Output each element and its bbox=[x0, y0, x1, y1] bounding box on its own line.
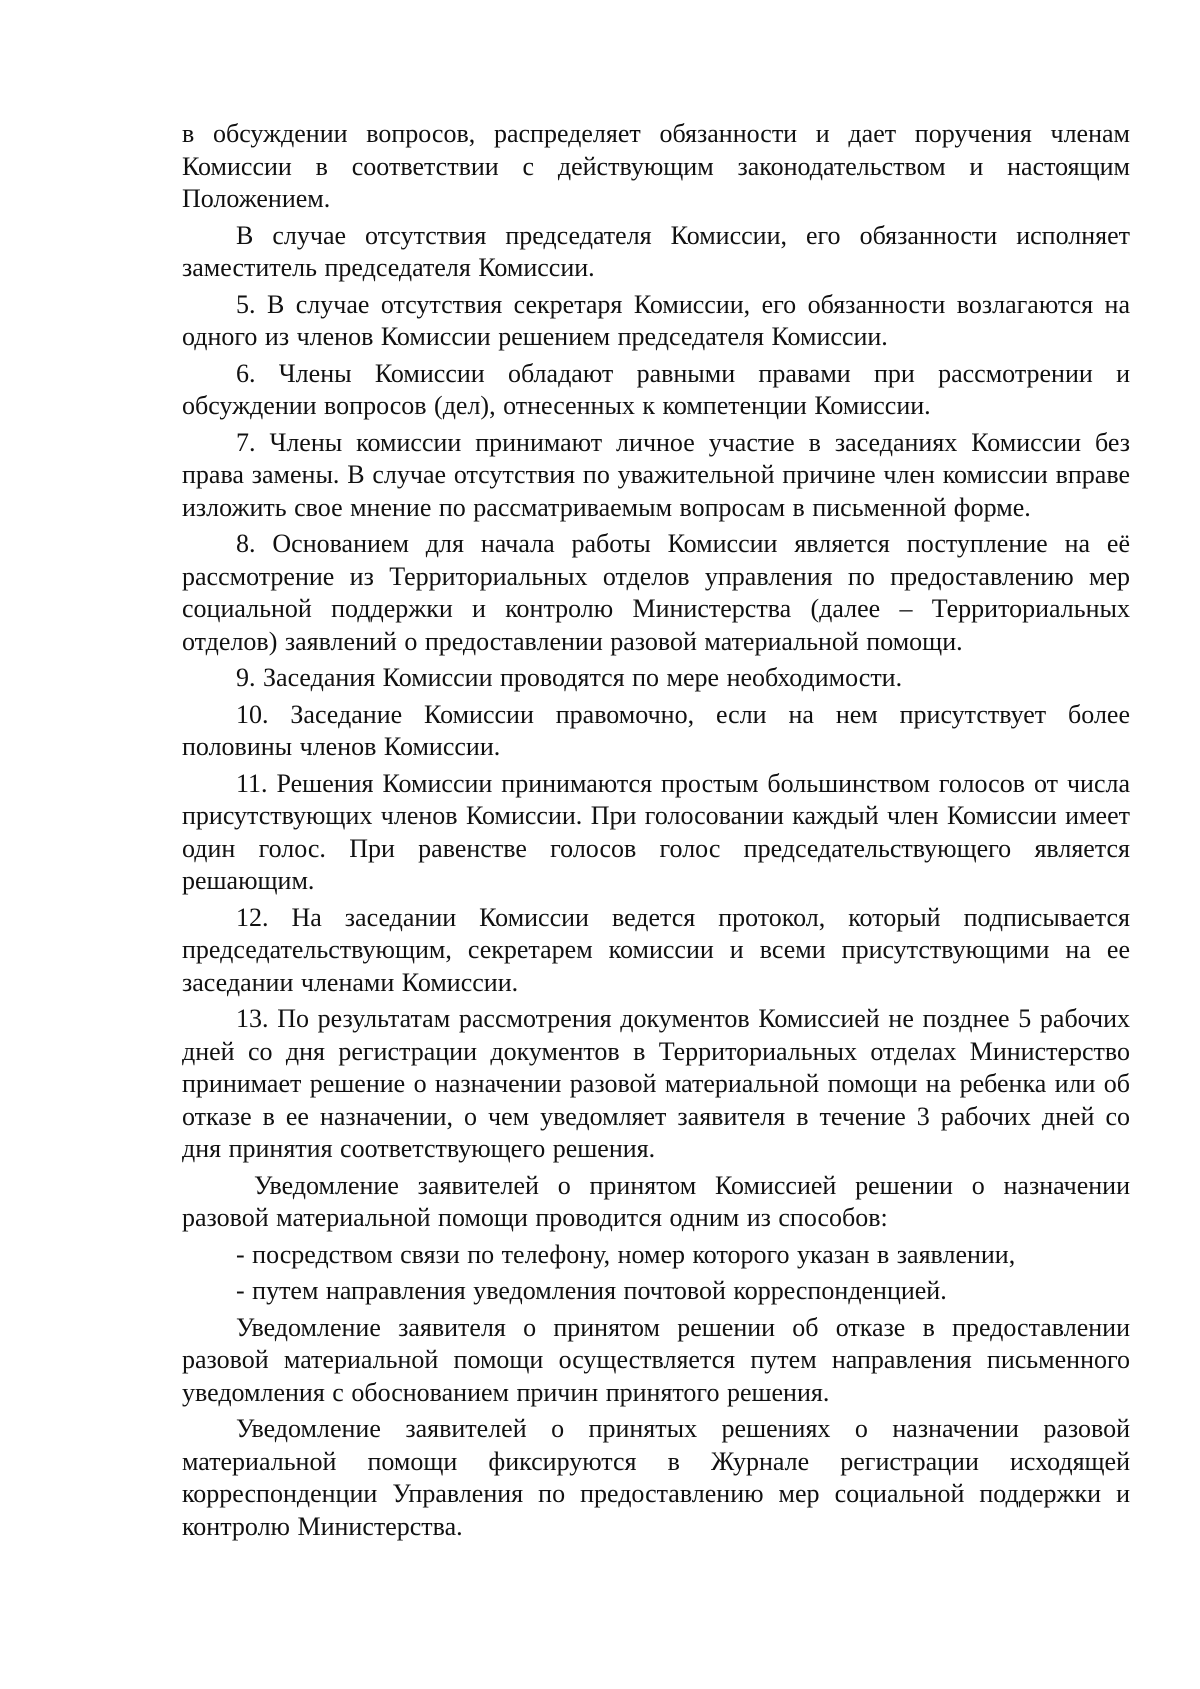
paragraph-item-7: 7. Члены комиссии принимают личное участие в заседаниях Комиссии без права замены. В случае отсутствия по уважительной причине член комиссии вправе изложить свое мнение по рассматриваемым вопросам в письменной форме. bbox=[182, 427, 1130, 522]
paragraph-item-8: 8. Основанием для начала работы Комиссии является поступление на её рассмотрение из Территориальных отделов управления по предоставлению мер социальной поддержки и контролю Министерства (далее – Территориальных отделов) заявлений о предоставлении разовой материальной помощи. bbox=[182, 529, 1130, 656]
paragraph-item-11: 11. Решения Комиссии принимаются простым большинством голосов от числа присутствующих членов Комиссии. При голосовании каждый член Комиссии имеет один голос. При равенстве голосов голос председательствующего является решающим. bbox=[182, 768, 1130, 895]
document-body bbox=[182, 118, 1130, 1547]
paragraph-item-5: 5. В случае отсутствия секретаря Комиссии, его обязанности возлагаются на одного из членов Комиссии решением председателя Комиссии. bbox=[182, 289, 1130, 351]
paragraph-item-10: 10. Заседание Комиссии правомочно, если на нем присутствует более половины членов Комиссии. bbox=[182, 699, 1130, 761]
paragraph-item-9: 9. Заседания Комиссии проводятся по мере необходимости. bbox=[236, 663, 903, 692]
paragraph-item-12: 12. На заседании Комиссии ведется протокол, который подписывается председательствующим, секретарем комиссии и всеми присутствующими на ее заседании членами Комиссии. bbox=[182, 902, 1130, 997]
paragraph-item-6: 6. Члены Комиссии обладают равными правами при рассмотрении и обсуждении вопросов (дел), отнесенных к компетенции Комиссии. bbox=[182, 358, 1130, 420]
paragraph-continuation: в обсуждении вопросов, распределяет обязанности и дает поручения членам Комиссии в соответствии с действующим законодательством и настоящим Положением. bbox=[182, 119, 1130, 213]
list-item-phone: - посредством связи по телефону, номер которого указан в заявлении, bbox=[236, 1239, 1016, 1269]
paragraph-notification-methods: Уведомление заявителей о принятом Комиссией решении о назначении разовой материальной помощи проводится одним из способов: bbox=[182, 1170, 1130, 1232]
paragraph-refusal-notification: Уведомление заявителя о принятом решении об отказе в предоставлении разовой материальной помощи осуществляется путем направления письменного уведомления с обоснованием причин принятого решения. bbox=[182, 1312, 1130, 1407]
list-item-mail: - путем направления уведомления почтовой корреспонденцией. bbox=[236, 1276, 947, 1305]
paragraph-journal-registration: Уведомление заявителей о принятых решениях о назначении разовой материальной помощи фиксируются в Журнале регистрации исходящей корреспонденции Управления по предоставлению мер социальной поддержки и контролю Министерства. bbox=[182, 1414, 1130, 1541]
paragraph-deputy-chair: В случае отсутствия председателя Комиссии, его обязанности исполняет заместитель председателя Комиссии. bbox=[182, 220, 1130, 282]
paragraph-item-13: 13. По результатам рассмотрения документов Комиссией не позднее 5 рабочих дней со дня регистрации документов в Территориальных отделах Министерство принимает решение о назначении разовой материальной помощи на ребенка или об отказе в ее назначении, о чем уведомляет заявителя в течение 3 рабочих дней со дня принятия соответствующего решения. bbox=[182, 1004, 1130, 1163]
